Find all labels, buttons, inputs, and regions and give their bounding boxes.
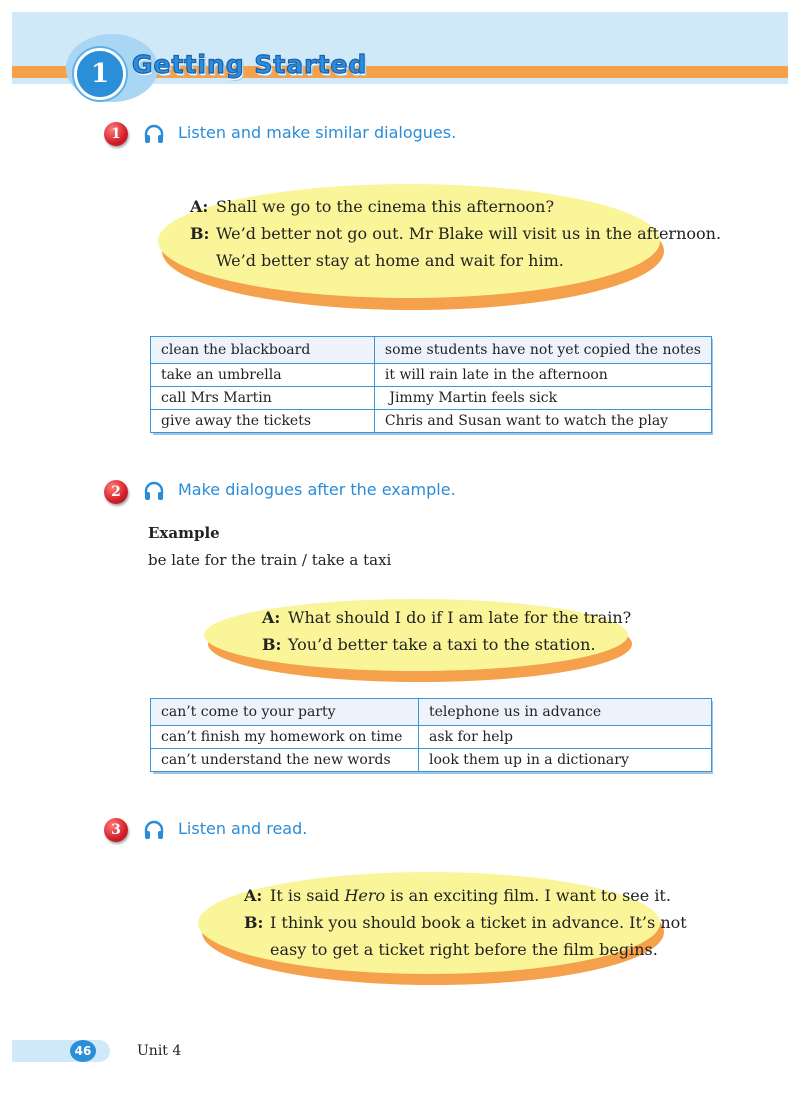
example-text: be late for the train / take a taxi xyxy=(148,551,392,569)
page-title: Getting Started xyxy=(132,50,368,79)
section-3-instruction: Listen and read. xyxy=(178,819,308,838)
dialogue-3 xyxy=(244,886,687,967)
example-label: Example xyxy=(148,524,220,542)
dialogue-line: B: I think you should book a ticket in advance. It’s not xyxy=(244,913,687,932)
substitution-table-2 xyxy=(150,698,712,772)
substitution-table-1 xyxy=(150,336,712,433)
table-row: clean the blackboard some students have not yet copied the notes xyxy=(151,337,712,364)
section-2-instruction: Make dialogues after the example. xyxy=(178,480,456,499)
dialogue-1 xyxy=(190,197,721,278)
table-row: can’t understand the new words look them up in a dictionary xyxy=(151,749,712,772)
headphones-icon[interactable] xyxy=(143,123,165,145)
section-3-badge: 3 xyxy=(104,818,128,842)
table-row: can’t finish my homework on time ask for help xyxy=(151,726,712,749)
table-row: call Mrs Martin Jimmy Martin feels sick xyxy=(151,387,712,410)
section-1-instruction: Listen and make similar dialogues. xyxy=(178,123,457,142)
dialogue-line: We’d better stay at home and wait for him. xyxy=(216,251,564,270)
dialogue-2 xyxy=(262,608,631,662)
headphones-icon[interactable] xyxy=(143,480,165,502)
dialogue-line: easy to get a ticket right before the film begins. xyxy=(270,940,658,959)
table-row: can’t come to your party telephone us in advance xyxy=(151,699,712,726)
unit-section-number: 1 xyxy=(74,48,126,100)
dialogue-line: B: You’d better take a taxi to the station. xyxy=(262,635,596,654)
dialogue-line: A: What should I do if I am late for the train? xyxy=(262,608,632,627)
dialogue-line: B: We’d better not go out. Mr Blake will visit us in the afternoon. xyxy=(190,224,722,243)
page-number: 46 xyxy=(70,1040,96,1062)
section-1-badge: 1 xyxy=(104,122,128,146)
table-row: take an umbrella it will rain late in the afternoon xyxy=(151,364,712,387)
headphones-icon[interactable] xyxy=(143,819,165,841)
unit-label: Unit 4 xyxy=(137,1043,182,1059)
table-row: give away the tickets Chris and Susan want to watch the play xyxy=(151,410,712,433)
dialogue-line: A: Shall we go to the cinema this afternoon? xyxy=(190,197,555,216)
dialogue-line: A: It is said Hero is an exciting film. I want to see it. xyxy=(244,886,671,905)
section-2-badge: 2 xyxy=(104,480,128,504)
